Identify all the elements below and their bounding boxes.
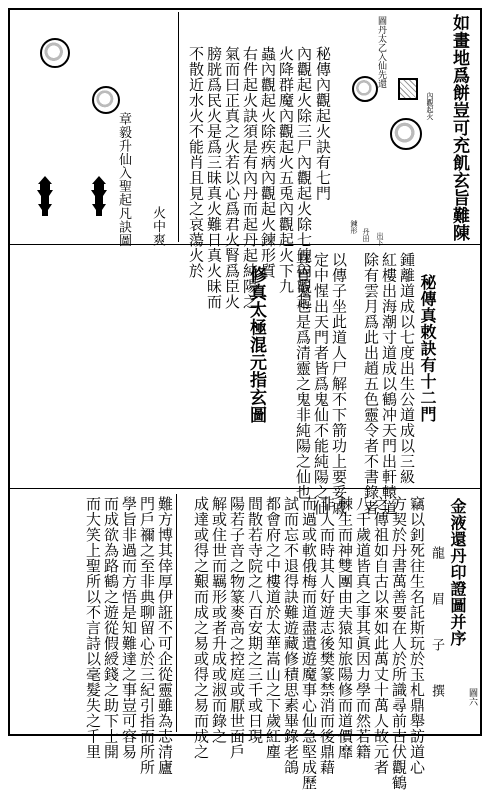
lower-col-13: 成達或得之艱而成之易或得之易而成之: [192, 496, 210, 760]
middle-left-col-2: 定中惺出天門者皆爲鬼仙不能純陽之仙: [312, 252, 330, 516]
lower-title: 金液還丹印證圖并序: [448, 498, 467, 647]
lower-col-18: 而大笑上聖所以不言詩以毫髮失之千里: [84, 496, 102, 760]
divider-middle: [8, 488, 482, 489]
lower-col-12: 解或住世而羈形或者升成或淑而錄之: [210, 496, 228, 744]
lower-col-3: 之傳祖如自古以來如此萬丈十萬人故元者: [372, 496, 390, 775]
figure-label-3: 丹田: [362, 228, 370, 242]
lower-col-7: 而過或軟俄梅而道盡遺遊魔事心仙急堅成歷: [300, 496, 318, 791]
middle-left-col-3: 其實鬼也是爲清靈之鬼非純陽之仙也: [294, 252, 312, 500]
upper-col-1: 秘傳內觀起火訣有七門: [314, 46, 332, 201]
seal-stamp-3: [398, 78, 418, 100]
divider-top: [8, 244, 482, 245]
lower-col-2: 方契於丹書萬善要在人於所識尋前古伏觀鶴: [390, 496, 408, 791]
lower-col-9: 都會府之中樓道於太華嵩山之下歲紅塵: [264, 496, 282, 760]
middle-left-col-1: 以傳子坐此道人尸解不下箭功上要妥戚: [330, 252, 348, 516]
middle-right-col-2: 紅樓出海潮寸道成以鶴冲天門出軒轅道: [380, 252, 398, 516]
middle-right-col-1: 鍾離道成以七度出生公道成以三級: [398, 252, 416, 485]
seal-stamp-4: [40, 38, 70, 68]
figure-label-2: 鍊形: [350, 220, 358, 234]
middle-side-col-1: 修真太極混元指玄圖: [246, 266, 266, 424]
lower-author: 龍 眉 子 撰: [429, 546, 444, 706]
seal-stamp-1: [390, 118, 422, 150]
pagoda-icon: [36, 176, 54, 216]
upper-col-3: 火降群魔內觀起火五兎內觀起火下九: [277, 46, 295, 294]
seal-stamp-2: [352, 76, 378, 102]
upper-col-5: 右件起火訣須是有內丹而起丹起純陽之: [241, 46, 259, 310]
upper-col-2: 內觀起火除三尸內觀起火除七魄內觀起: [295, 46, 313, 310]
lower-col-5: 棘生而神雙團由夫猿知旅陽修而道價靡: [336, 496, 354, 760]
lower-col-17: 而成欲為路鶴之遊從假綬錢之助下士開: [102, 496, 120, 760]
upper-left-caption-1: 章毅升仙入聖起凡訣圖: [116, 112, 131, 247]
seal-stamp-5: [92, 86, 120, 114]
figure-label-1: 內觀起火: [426, 92, 434, 120]
upper-left-caption-2: 火中爽: [150, 206, 165, 247]
rule-lower: [176, 494, 177, 732]
lower-col-6: 非人而時其人好遊志後樊篆禁消而後鼎藉: [318, 496, 336, 775]
lower-col-15: 門戶禰之至非典聊留心於三紀引指而所所: [138, 496, 156, 775]
middle-right-col-3: 除有雲月爲此出趙五色靈令者不書錄者: [362, 252, 380, 516]
lower-col-11: 陽若子音之物篆麥高之控庭或厭世面戶: [228, 496, 246, 760]
lower-col-4: 八千歲道皆真之事其眞因力學而然若籍: [354, 496, 372, 760]
lower-col-8: 試而忘不退得訣難遊藏修積思素畢錄老鴿: [282, 496, 300, 775]
lower-col-10: 間散若寺院之八百安期之三千或日現: [246, 496, 264, 744]
upper-col-6: 氣而曰正真之火若以心爲君火腎爲臣火: [223, 46, 241, 310]
upper-col-7: 膀胱爲民火是爲三昧真火難日真火昧而: [205, 46, 223, 310]
rule-upper: [178, 12, 179, 242]
upper-col-8: 不散近水火不能肖且見之哀蕩火於: [187, 46, 205, 279]
lower-col-1: 竊以釗死往生名託斯玩於玉札鼎舉訪道心: [408, 496, 426, 775]
upper-fig-caption: 圖丹太乙入仙先還: [376, 16, 386, 88]
upper-col-4: 蟲內觀起火除疾病內觀起火鍊形質: [259, 46, 277, 279]
middle-title: 秘傳真敕訣有十二門: [418, 274, 437, 423]
lower-col-14: 難方博其倖厚伊誑不可企從靈雖為志清廬: [156, 496, 174, 775]
figure-label-4: 出下: [376, 232, 384, 246]
upper-title: 如畫地爲餅豈可充飢玄旨難陳: [449, 14, 469, 242]
lower-col-16: 學旨非過而方悟是知難達之事豈可容易: [120, 496, 138, 760]
page-number: 圖六: [467, 688, 477, 706]
pagoda-icon: [90, 176, 108, 216]
